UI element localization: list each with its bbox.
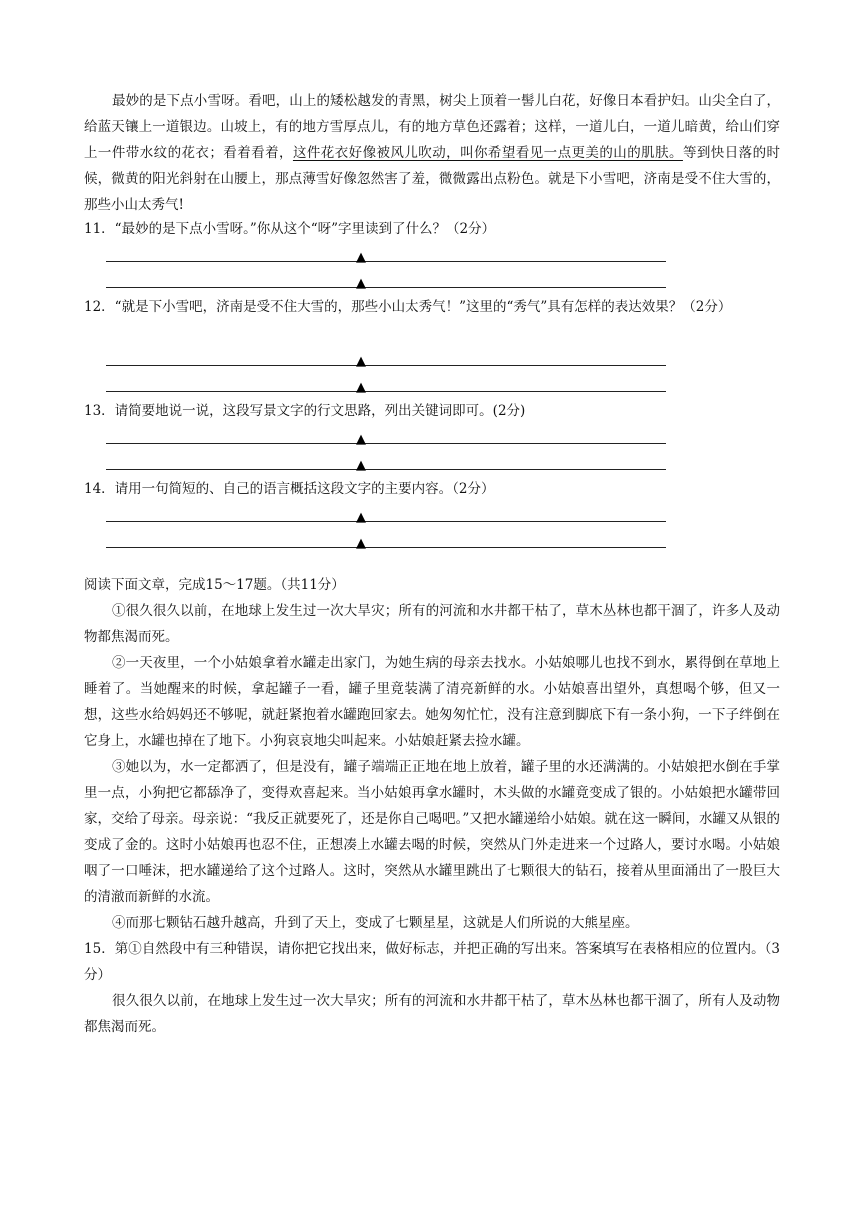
answer-line-14-2[interactable] bbox=[106, 533, 666, 551]
passage1-text-pre: 最妙的是下点小雪呀。看吧，山上的矮松越发的青黑，树尖上顶着一髻儿白花，好像日本看护妇。山尖全白了，给蓝天镶上一道银边。山坡上，有的地方雪厚点儿，有的地方草色还露着；这样，一道儿白，一道儿暗黄，给山们穿上一件带水纹的花衣；看着看着， bbox=[84, 93, 780, 161]
answer-marker-icon: ▲ bbox=[356, 276, 366, 291]
question-15: 15．第①自然段中有三种错误，请你把它找出来，做好标志，并把正确的写出来。答案填写在表格相应的位置内。（3分） bbox=[84, 941, 780, 983]
section2-paragraph-3: ③她以为，水一定都洒了，但是没有，罐子端端正正地在地上放着，罐子里的水还满满的。小姑娘把水倒在手掌里一点，小狗把它都舔净了，变得欢喜起来。当小姑娘再拿水罐时，木头做的水罐竟变成了银的。小姑娘把水罐带回家，交给了母亲。母亲说：“我反正就要死了，还是你自己喝吧。”又把水罐递给小姑娘。就在这一瞬间，水罐又从银的变成了金的。这时小姑娘再也忍不住，正想凑上水罐去喝的时候，突然从门外走进来一个过路人，要讨水喝。小姑娘咽了一口唾沫，把水罐递给了这个过路人。这时，突然从水罐里跳出了七颗很大的钻石，接着从里面涌出了一股巨大的清澈而新鲜的水流。 bbox=[84, 759, 780, 905]
section2-paragraph-4: ④而那七颗钻石越升越高，升到了天上，变成了七颗星星，这就是人们所说的大熊星座。 bbox=[112, 915, 639, 931]
answer-marker-icon: ▲ bbox=[356, 432, 366, 447]
answer-marker-icon: ▲ bbox=[356, 536, 366, 551]
section2-intro: 阅读下面文章，完成15～17题。（共11分） bbox=[84, 577, 345, 593]
question-11: 11．“最妙的是下点小雪呀。”你从这个“呀”字里读到了什么？（2分） bbox=[84, 221, 496, 237]
answer-line-11-2[interactable] bbox=[106, 273, 666, 291]
passage1-text-post: 等到快日落的时候，微黄的阳光斜射在山腰上，那点薄雪好像忽然害了羞，微微露出点粉色。就是下小雪吧，济南是受不住大雪的，那些小山太秀气! bbox=[84, 145, 781, 213]
question-14: 14．请用一句简短的、自己的语言概括这段文字的主要内容。（2分） bbox=[84, 481, 495, 497]
answer-line-14-1[interactable] bbox=[106, 507, 666, 525]
section2-paragraph-2: ②一天夜里，一个小姑娘拿着水罐走出家门，为她生病的母亲去找水。小姑娘哪儿也找不到水，累得倒在草地上睡着了。当她醒来的时候，拿起罐子一看，罐子里竟装满了清亮新鲜的水。小姑娘喜出望外，真想喝个够，但又一想，这些水给妈妈还不够呢，就赶紧抱着水罐跑回家去。她匆匆忙忙，没有注意到脚底下有一条小狗，一下子绊倒在它身上，水罐也掉在了地下。小狗哀哀地尖叫起来。小姑娘赶紧去捡水罐。 bbox=[84, 655, 780, 749]
answer-marker-icon: ▲ bbox=[356, 250, 366, 265]
question-15-quote: 很久很久以前，在地球上发生过一次大旱灾；所有的河流和水井都干枯了，草木丛林也都干涸了，所有人及动物都焦渴而死。 bbox=[84, 993, 780, 1035]
answer-marker-icon: ▲ bbox=[356, 510, 366, 525]
answer-line-13-1[interactable] bbox=[106, 429, 666, 447]
answer-line-13-2[interactable] bbox=[106, 455, 666, 473]
answer-marker-icon: ▲ bbox=[356, 354, 366, 369]
answer-marker-icon: ▲ bbox=[356, 458, 366, 473]
question-13: 13．请简要地说一说，这段写景文字的行文思路，列出关键词即可。(2分) bbox=[84, 403, 526, 419]
answer-line-12-2[interactable] bbox=[106, 377, 666, 395]
answer-line-12-1[interactable] bbox=[106, 351, 666, 369]
answer-line-11-1[interactable] bbox=[106, 247, 666, 265]
question-12: 12．“就是下小雪吧，济南是受不住大雪的，那些小山太秀气！”这里的“秀气”具有怎样的表达效果？（2分） bbox=[84, 299, 732, 315]
answer-marker-icon: ▲ bbox=[356, 380, 366, 395]
section2-paragraph-1: ①很久很久以前，在地球上发生过一次大旱灾；所有的河流和水井都干枯了，草木丛林也都干涸了，许多人及动物都焦渴而死。 bbox=[84, 603, 780, 645]
passage1-underlined-sentence: 这件花衣好像被风儿吹动，叫你希望看见一点更美的山的肌肤。 bbox=[292, 145, 683, 161]
passage1-paragraph bbox=[84, 88, 780, 218]
